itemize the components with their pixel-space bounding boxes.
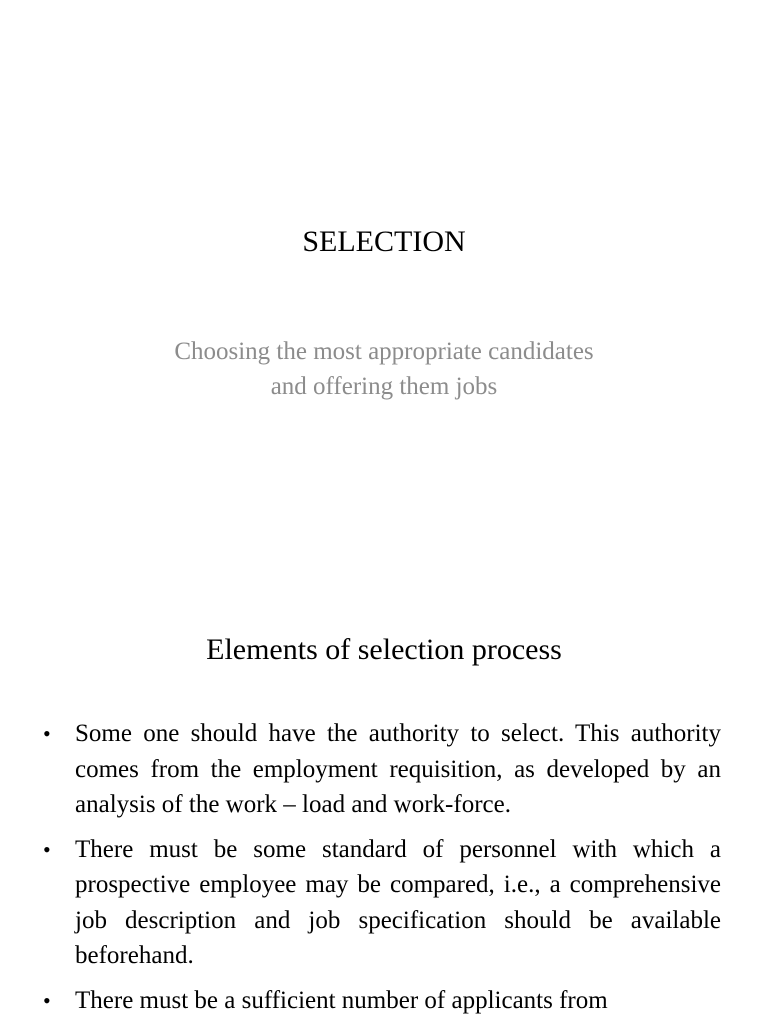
content-slide (0, 576, 768, 1024)
bullet-item-3 (43, 983, 721, 1019)
slide-subtitle (0, 334, 768, 404)
bullet-item-2 (43, 832, 721, 974)
bullet-item-1 (43, 716, 721, 823)
bullet-text: Some one should have the authority to select. This authority comes from the employment requisition, as developed by an analysis of the work – load and work-force. (75, 720, 721, 818)
subtitle-line-1: Choosing the most appropriate candidates (174, 338, 594, 365)
bullet-text: There must be a sufficient number of applicants from (75, 986, 608, 1014)
slide-title: SELECTION (302, 225, 466, 258)
bullet-list (43, 716, 721, 1024)
slide-heading: Elements of selection process (206, 633, 562, 666)
bullet-text: There must be some standard of personnel with which a prospective employee may be compared, i.e., a comprehensive job description and job specification should be available beforehand. (75, 835, 721, 969)
bullet-icon: • (43, 721, 51, 746)
bullet-icon: • (43, 987, 51, 1013)
subtitle-line-2: and offering them jobs (270, 373, 498, 400)
bullet-icon: • (43, 836, 51, 862)
